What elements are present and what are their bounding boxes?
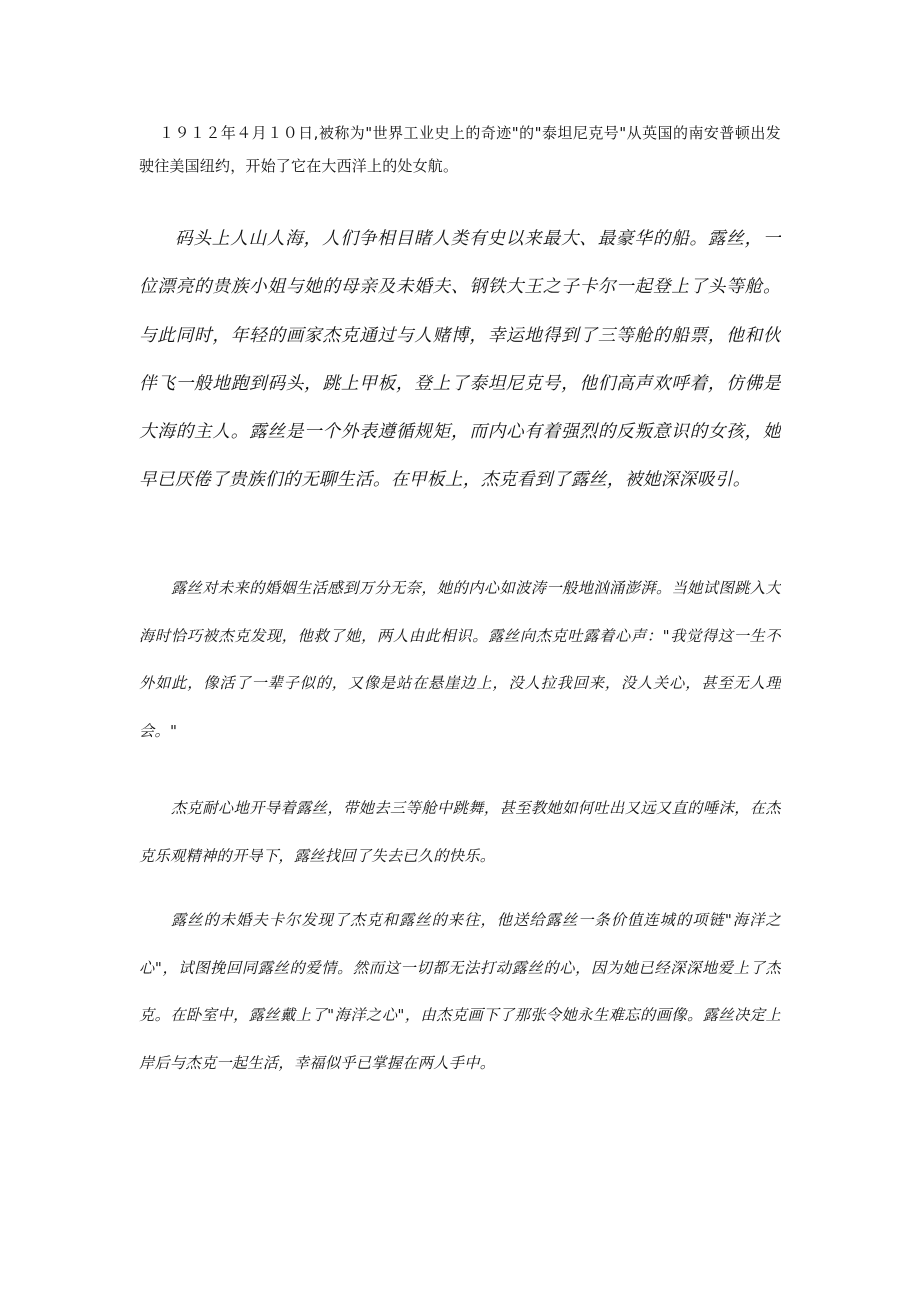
paragraph-meeting: 露丝对未来的婚姻生活感到万分无奈，她的内心如波涛一般地汹涌澎湃。当她试图跳入大海时恰巧被杰克发现，他救了她，两人由此相识。露丝向杰克吐露着心声："我觉得这一生不外如此，像活了一辈子似的，又像是站在悬崖边上，没人拉我回来，没人关心，甚至无人理会。" [139, 579, 781, 740]
paragraph-necklace: 露丝的未婚夫卡尔发现了杰克和露丝的来往，他送给露丝一条价值连城的项链"海洋之心"，试图挽回同露丝的爱情。然而这一切都无法打动露丝的心，因为她已经深深地爱上了杰克。在卧室中，露丝戴上了"海洋之心"，由杰克画下了那张令她永生难忘的画像。露丝决定上岸后与杰克一起生活，幸福似乎已掌握在两人手中。 [139, 911, 781, 1072]
paragraph-boarding: 码头上人山人海，人们争相目睹人类有史以来最大、最豪华的船。露丝，一位漂亮的贵族小姐与她的母亲及未婚夫、钢铁大王之子卡尔一起登上了头等舱。与此同时，年轻的画家杰克通过与人赌博，幸运地得到了三等舱的船票，他和伙伴飞一般地跑到码头，跳上甲板，登上了泰坦尼克号，他们高声欢呼着，仿佛是大海的主人。露丝是一个外表遵循规矩，而内心有着强烈的反叛意识的女孩，她早已厌倦了贵族们的无聊生活。在甲板上，杰克看到了露丝，被她深深吸引。 [139, 229, 781, 491]
paragraph-dancing: 杰克耐心地开导着露丝，带她去三等舱中跳舞，甚至教她如何吐出又远又直的唾沫，在杰克乐观精神的开导下，露丝找回了失去已久的快乐。 [139, 799, 781, 865]
paragraph-intro: １９１２年４月１０日,被称为"世界工业史上的奇迹"的"泰坦尼克号"从英国的南安普顿出发驶往美国纽约，开始了它在大西洋上的处女航。 [139, 124, 781, 175]
